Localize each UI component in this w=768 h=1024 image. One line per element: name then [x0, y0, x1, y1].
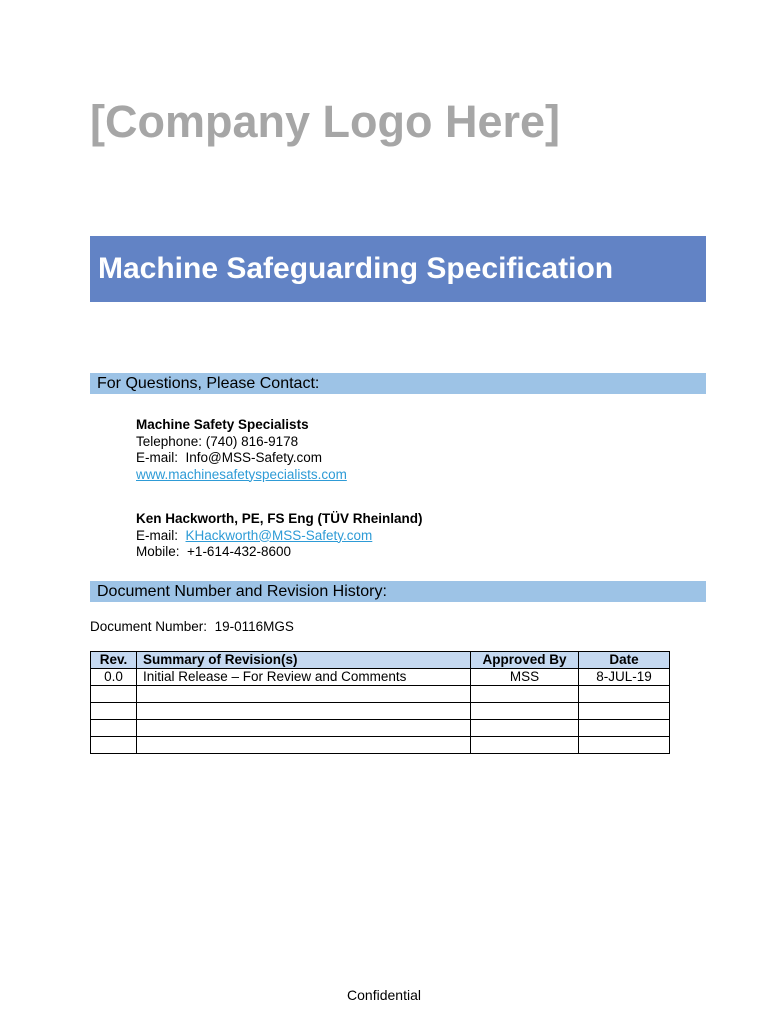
- cell-rev: [91, 720, 137, 737]
- cell-approved-by: MSS: [471, 669, 579, 686]
- table-row: [91, 686, 670, 703]
- table-row: [91, 737, 670, 754]
- cell-summary: Initial Release – For Review and Comments: [137, 669, 471, 686]
- company-logo-placeholder: [Company Logo Here]: [90, 96, 561, 147]
- revision-history-table: [90, 651, 670, 754]
- cell-rev: 0.0: [91, 669, 137, 686]
- cell-rev: [91, 686, 137, 703]
- document-number-line: [90, 619, 294, 634]
- cell-approved-by: [471, 720, 579, 737]
- revision-section-heading: Document Number and Revision History:: [90, 581, 706, 602]
- company-email-line: [136, 450, 347, 467]
- header-date: Date: [579, 652, 670, 669]
- cell-date: [579, 703, 670, 720]
- cell-date: [579, 737, 670, 754]
- company-contact-block: [136, 417, 347, 483]
- company-telephone: Telephone: (740) 816-9178: [136, 433, 299, 449]
- table-row: [91, 720, 670, 737]
- company-email-label: E-mail:: [136, 450, 179, 465]
- person-email-line: [136, 528, 423, 545]
- document-number-label: Document Number:: [90, 619, 208, 634]
- cell-approved-by: [471, 703, 579, 720]
- header-summary: Summary of Revision(s): [137, 652, 471, 669]
- person-email-link[interactable]: KHackworth@MSS-Safety.com: [185, 527, 373, 543]
- header-approved-by: Approved By: [471, 652, 579, 669]
- document-title-banner: [90, 236, 706, 302]
- person-email-label: E-mail:: [136, 527, 179, 543]
- person-name: Ken Hackworth, PE, FS Eng (TÜV Rheinland): [136, 511, 423, 526]
- table-row: [91, 703, 670, 720]
- company-name: Machine Safety Specialists: [136, 417, 309, 432]
- cell-summary: [137, 720, 471, 737]
- person-mobile-label: Mobile:: [136, 544, 180, 559]
- company-email: Info@MSS-Safety.com: [185, 450, 323, 465]
- cell-summary: [137, 703, 471, 720]
- table-header-row: [91, 652, 670, 669]
- person-mobile-line: [136, 544, 423, 561]
- document-number: 19-0116MGS: [214, 619, 294, 634]
- cell-approved-by: [471, 737, 579, 754]
- cell-date: [579, 686, 670, 703]
- header-rev: Rev.: [91, 652, 137, 669]
- cell-summary: [137, 686, 471, 703]
- table-row: [91, 669, 670, 686]
- contact-section-heading: For Questions, Please Contact:: [90, 373, 706, 394]
- cell-summary: [137, 737, 471, 754]
- cell-approved-by: [471, 686, 579, 703]
- cell-date: [579, 720, 670, 737]
- person-contact-block: [136, 511, 423, 561]
- document-title: Machine Safeguarding Specification: [98, 252, 614, 285]
- cell-rev: [91, 737, 137, 754]
- person-mobile: +1-614-432-8600: [187, 544, 292, 559]
- page-footer: Confidential: [347, 987, 421, 1003]
- cell-rev: [91, 703, 137, 720]
- company-website-link[interactable]: www.machinesafetyspecialists.com: [136, 466, 347, 482]
- cell-date: 8-JUL-19: [579, 669, 670, 686]
